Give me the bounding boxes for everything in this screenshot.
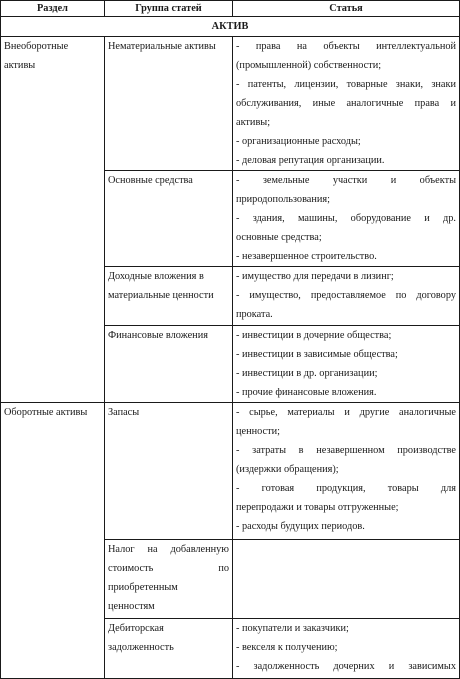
table-row — [1, 403, 460, 540]
article-cell — [233, 619, 460, 679]
article-line: - затраты в незавершенном производстве — [236, 445, 456, 456]
article-line: - деловая репутация организации. — [236, 155, 385, 166]
article-line: - расходы будущих периодов. — [236, 521, 365, 532]
group-line: стоимость по — [108, 563, 229, 574]
header-group: Группа статей — [105, 1, 233, 17]
group-line: Финансовые вложения — [108, 330, 208, 341]
article-line: (издержки обращения); — [236, 464, 339, 475]
group-line: Основные средства — [108, 175, 193, 186]
article-line: - векселя к получению; — [236, 642, 338, 653]
group-cell — [105, 619, 233, 679]
article-line: - инвестиции в др. организации; — [236, 368, 378, 379]
article-cell — [233, 171, 460, 267]
header-section: Раздел — [1, 1, 105, 17]
article-cell — [233, 403, 460, 540]
table-row — [1, 37, 460, 171]
group-cell — [105, 403, 233, 540]
article-line: - инвестиции в дочерние общества; — [236, 330, 392, 341]
group-line: задолженность — [108, 642, 174, 653]
article-line: - прочие финансовые вложения. — [236, 387, 377, 398]
group-line: Дебиторская — [108, 623, 164, 634]
article-line: - права на объекты интеллектуальной — [236, 41, 456, 52]
article-line: перепродажи и товары отгруженные; — [236, 502, 399, 513]
article-line: - земельные участки и объекты — [236, 175, 456, 186]
group-line: Налог на добавленную — [108, 544, 229, 555]
article-line: ценности; — [236, 426, 280, 437]
header-article: Статья — [233, 1, 460, 17]
group-line: Нематериальные активы — [108, 41, 216, 52]
section-line: Внеоборотные — [4, 41, 69, 52]
article-line: (промышленной) собственности; — [236, 60, 382, 71]
article-cell — [233, 326, 460, 403]
section-title-assets: АКТИВ — [1, 17, 460, 37]
article-line: обслуживания, иные аналогичные права и — [236, 98, 456, 109]
article-cell — [233, 540, 460, 619]
section-cell-noncurrent — [1, 37, 105, 403]
group-cell — [105, 171, 233, 267]
article-line: - инвестиции в зависимые общества; — [236, 349, 398, 360]
group-cell — [105, 540, 233, 619]
article-line: - сырье, материалы и другие аналогичные — [236, 407, 456, 418]
article-line: - незавершенное строительство. — [236, 251, 377, 262]
article-cell — [233, 267, 460, 326]
group-cell — [105, 326, 233, 403]
header-row — [1, 1, 460, 17]
article-line: - готовая продукция, товары для — [236, 483, 456, 494]
section-line: активы — [4, 60, 36, 71]
article-line: - здания, машины, оборудование и др. — [236, 213, 456, 224]
article-line: - организационные расходы; — [236, 136, 361, 147]
group-line: приобретенным — [108, 582, 178, 593]
article-line: проката. — [236, 309, 273, 320]
article-line: природопользования; — [236, 194, 330, 205]
group-line: материальные ценности — [108, 290, 214, 301]
group-line: Запасы — [108, 407, 140, 418]
article-line: - задолженность дочерних и зависимых — [236, 661, 456, 672]
section-cell-current — [1, 403, 105, 679]
article-line: активы; — [236, 117, 271, 128]
section-title-row — [1, 17, 460, 37]
article-line: - покупатели и заказчики; — [236, 623, 349, 634]
article-line: - имущество для передачи в лизинг; — [236, 271, 394, 282]
group-line: ценностям — [108, 601, 155, 612]
group-cell — [105, 267, 233, 326]
article-line: основные средства; — [236, 232, 322, 243]
section-line: Оборотные активы — [4, 407, 88, 418]
article-line: - патенты, лицензии, товарные знаки, знаки — [236, 79, 456, 90]
group-cell — [105, 37, 233, 171]
article-line: - имущество, предоставляемое по договору — [236, 290, 456, 301]
article-cell — [233, 37, 460, 171]
group-line: Доходные вложения в — [108, 271, 204, 282]
